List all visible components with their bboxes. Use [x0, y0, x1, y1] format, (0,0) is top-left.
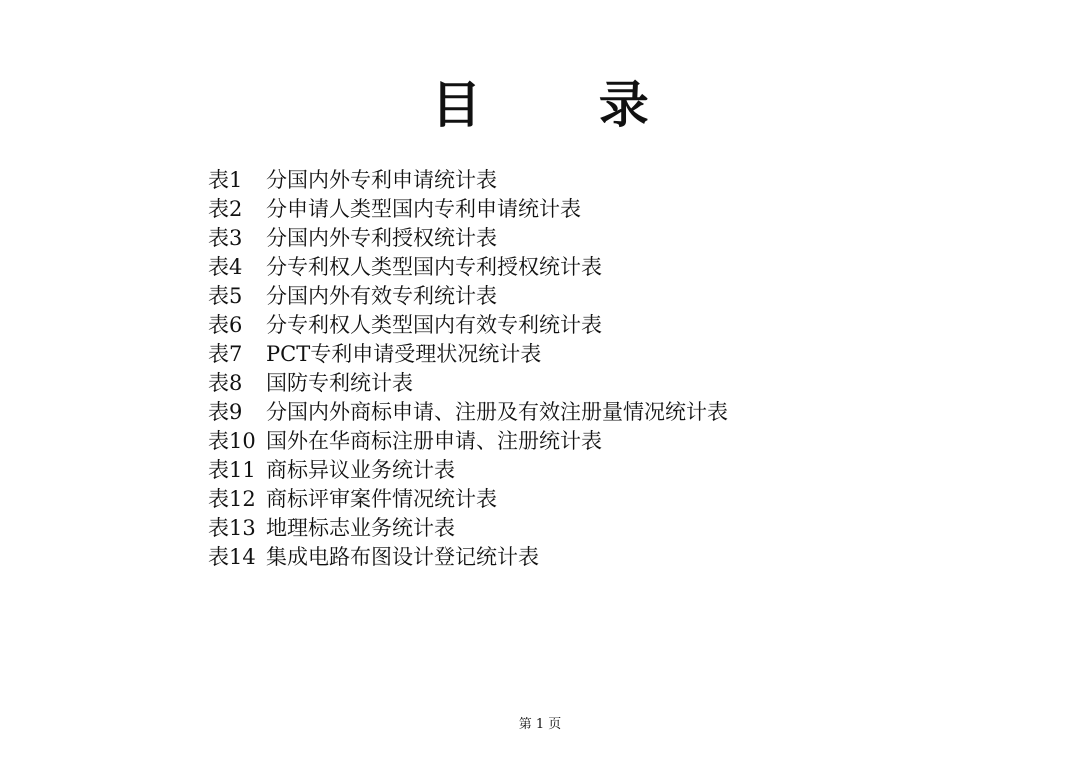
- toc-item-number: 表2: [208, 197, 243, 221]
- toc-item: [208, 224, 908, 253]
- toc-item-number: 表10: [208, 429, 256, 453]
- toc-item-number: 表12: [208, 487, 256, 511]
- page-number: 第 1 页: [518, 717, 562, 732]
- toc-item: [208, 340, 908, 369]
- toc-item: [208, 398, 908, 427]
- toc-item-title: 分专利权人类型国内专利授权统计表: [266, 255, 602, 279]
- toc-item: [208, 427, 908, 456]
- toc-item-number: 表7: [208, 342, 243, 366]
- toc-item: [208, 195, 908, 224]
- page-title: 目 录: [431, 75, 699, 134]
- toc-item: [208, 543, 908, 572]
- toc-item-number: 表14: [208, 545, 256, 569]
- toc-item: [208, 514, 908, 543]
- toc-item-title: 分申请人类型国内专利申请统计表: [266, 197, 581, 221]
- toc-item: [208, 166, 908, 195]
- toc-item-title: 商标异议业务统计表: [266, 458, 455, 482]
- toc-item: [208, 369, 908, 398]
- toc-item-title: PCT专利申请受理状况统计表: [266, 342, 542, 366]
- toc-item: [208, 311, 908, 340]
- toc-item-number: 表4: [208, 255, 243, 279]
- toc-item-title: 地理标志业务统计表: [266, 516, 455, 540]
- toc-item-title: 分国内外专利授权统计表: [266, 226, 497, 250]
- toc-item-title: 国外在华商标注册申请、注册统计表: [266, 429, 602, 453]
- toc-item-title: 国防专利统计表: [266, 371, 413, 395]
- table-of-contents: [208, 166, 908, 572]
- toc-item-number: 表9: [208, 400, 243, 424]
- toc-item-title: 分国内外有效专利统计表: [266, 284, 497, 308]
- toc-item-number: 表1: [208, 168, 243, 192]
- toc-item: [208, 456, 908, 485]
- toc-item-title: 集成电路布图设计登记统计表: [266, 545, 539, 569]
- toc-item-title: 分国内外商标申请、注册及有效注册量情况统计表: [266, 400, 728, 424]
- toc-item: [208, 253, 908, 282]
- toc-item-number: 表3: [208, 226, 243, 250]
- toc-item-number: 表6: [208, 313, 243, 337]
- toc-item-title: 商标评审案件情况统计表: [266, 487, 497, 511]
- toc-item-number: 表11: [208, 458, 256, 482]
- toc-item-number: 表5: [208, 284, 243, 308]
- toc-item-title: 分专利权人类型国内有效专利统计表: [266, 313, 602, 337]
- toc-item-number: 表8: [208, 371, 243, 395]
- toc-item-number: 表13: [208, 516, 256, 540]
- toc-item-title: 分国内外专利申请统计表: [266, 168, 497, 192]
- toc-item: [208, 282, 908, 311]
- toc-item: [208, 485, 908, 514]
